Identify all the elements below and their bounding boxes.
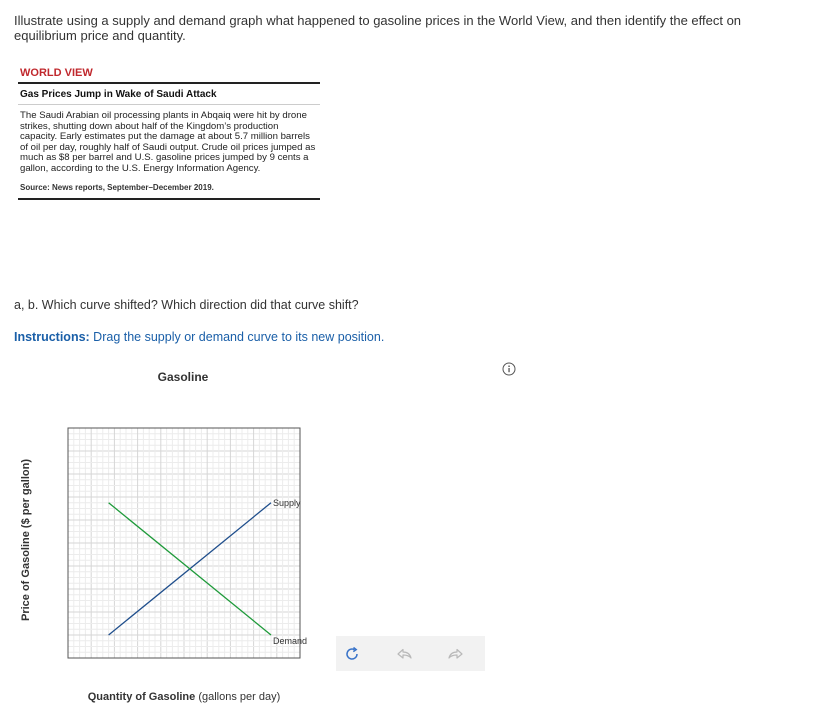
- graph-grid: [68, 428, 300, 658]
- x-axis-label-bold: Quantity of Gasoline: [87, 691, 196, 703]
- reset-icon[interactable]: [342, 644, 362, 664]
- instructions-label: Instructions:: [14, 330, 90, 344]
- world-view-header: WORLD VIEW: [18, 65, 320, 84]
- question-text: Illustrate using a supply and demand graph what happened to gasoline prices in the World View, and then identify the effect on equilibrium price and quantity.: [14, 13, 742, 43]
- world-view-title: Gas Prices Jump in Wake of Saudi Attack: [18, 84, 320, 105]
- world-view-source: Source: News reports, September–December 2019.: [18, 175, 320, 200]
- supply-label: Supply: [273, 497, 301, 508]
- instructions-text: Drag the supply or demand curve to its new position.: [89, 330, 385, 344]
- undo-icon[interactable]: [394, 644, 414, 664]
- x-axis-label-rest: (gallons per day): [195, 691, 281, 703]
- graph-title: Gasoline: [157, 370, 209, 384]
- graph-toolbar: [336, 636, 485, 671]
- redo-icon[interactable]: [446, 644, 466, 664]
- world-view-body: The Saudi Arabian oil processing plants in Abqaiq were hit by drone strikes, shutting down about half of the Kingdom’s production capacity. Early estimates put the damage at about 5.7 million barrels of oil per day, roughly half of Saudi output. Crude oil prices jumped as much as $8 per barrel and U.S. gasoline prices jumped by 9 cents a gallon, according to the U.S. Energy Information Agency.: [20, 110, 316, 174]
- demand-label: Demand: [273, 636, 308, 646]
- y-axis-label: Price of Gasoline ($ per gallon): [20, 459, 32, 621]
- part-ab-question: a, b. Which curve shifted? Which direction did that curve shift?: [14, 298, 359, 312]
